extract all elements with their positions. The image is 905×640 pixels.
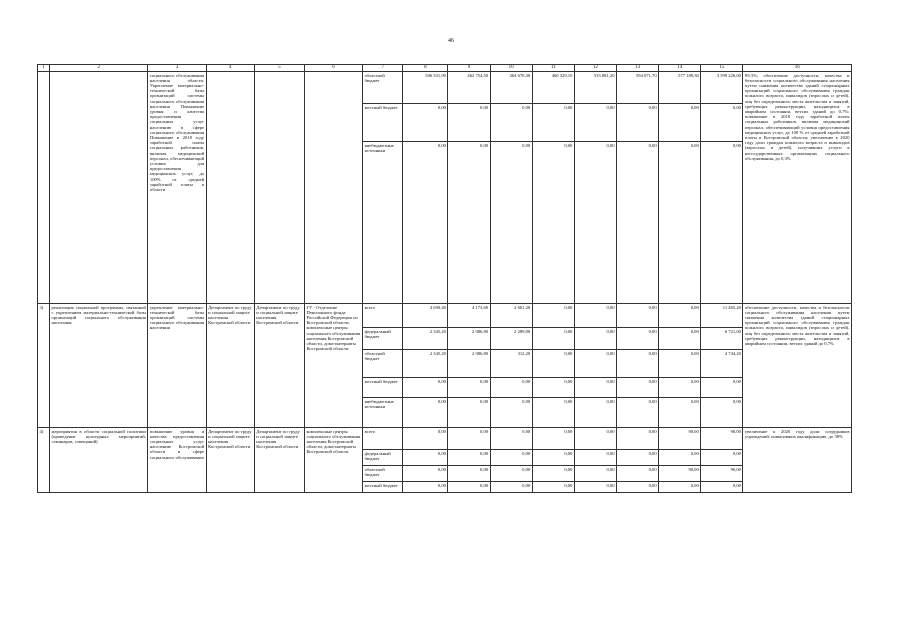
- amount-cell: 0,00: [701, 450, 743, 466]
- expected-result: повышение уровня и качества предоставления социальных услуг населению Костромской области в сфере социального обслуживания: [148, 428, 206, 493]
- amount-cell: 0,00: [659, 378, 701, 398]
- amount-cell: 0,00: [617, 304, 659, 328]
- amount-cell: 0,00: [490, 398, 532, 428]
- amount-cell: 2 345,20: [403, 350, 448, 378]
- header-cell: 11: [532, 65, 574, 72]
- indicator-result: обеспечение доступности, качества и безопасности социального обслуживания населения путем снижения количества зданий стационарных организаций социального обслуживания граждан пожилого возраста, инвалидов (взрослых и детей), лиц без определенного места жительства и занятий, требующих реконструкции, находящихся в аварийном состоянии, ветхих зданий до 0,7%: [743, 304, 852, 428]
- responsible-executor: [254, 72, 304, 304]
- table-row: [38, 72, 852, 104]
- responsible-executor: Департамент по труду и социальной защите населения Костромской области: [254, 428, 304, 493]
- header-cell: 7: [363, 65, 403, 72]
- participants: комплексные центры социального обслуживания населения Костромской области, дома-интернаты Костромской области: [304, 428, 362, 493]
- amount-cell: 4 744,20: [701, 350, 743, 378]
- amount-cell: 0,00: [403, 104, 448, 142]
- row-number: [38, 72, 50, 304]
- amount-cell: 460 329,10: [532, 72, 574, 104]
- amount-cell: 0,00: [701, 142, 743, 304]
- amount-cell: 0,00: [659, 104, 701, 142]
- amount-cell: 0,00: [574, 328, 616, 350]
- amount-cell: 0,00: [532, 304, 574, 328]
- amount-cell: 90,00: [659, 466, 701, 482]
- amount-cell: 0,00: [574, 378, 616, 398]
- row-number: 4): [38, 428, 50, 493]
- amount-cell: 0,00: [659, 304, 701, 328]
- amount-cell: 506 331,90: [403, 72, 448, 104]
- amount-cell: 0,00: [574, 104, 616, 142]
- amount-cell: 0,00: [574, 428, 616, 450]
- amount-cell: 0,00: [490, 142, 532, 304]
- amount-cell: 0,00: [532, 378, 574, 398]
- measure-name: [50, 72, 148, 304]
- funding-source: внебюджетные источники: [363, 142, 403, 304]
- amount-cell: 0,00: [574, 450, 616, 466]
- amount-cell: 0,00: [617, 104, 659, 142]
- amount-cell: 0,00: [574, 142, 616, 304]
- header-cell: 13: [617, 65, 659, 72]
- amount-cell: 0,00: [617, 378, 659, 398]
- amount-cell: 2 601,20: [490, 304, 532, 328]
- amount-cell: 0,00: [659, 482, 701, 493]
- header-cell: 6: [304, 65, 362, 72]
- amount-cell: 3 599 226,00: [701, 72, 743, 104]
- amount-cell: 0,00: [617, 328, 659, 350]
- amount-cell: 0,00: [532, 398, 574, 428]
- amount-cell: 462 754,50: [448, 72, 490, 104]
- amount-cell: 0,00: [617, 428, 659, 450]
- amount-cell: 464 670,30: [490, 72, 532, 104]
- amount-cell: 2 086,80: [448, 328, 490, 350]
- amount-cell: 0,00: [448, 142, 490, 304]
- amount-cell: 0,00: [574, 398, 616, 428]
- amount-cell: 11 465,20: [701, 304, 743, 328]
- amount-cell: 0,00: [659, 328, 701, 350]
- amount-cell: 0,00: [659, 350, 701, 378]
- amount-cell: 0,00: [403, 450, 448, 466]
- header-cell: 15: [701, 65, 743, 72]
- funding-source: местный бюджет: [363, 104, 403, 142]
- header-cell: 16: [743, 65, 852, 72]
- funding-source: всего: [363, 304, 403, 328]
- amount-cell: 0,00: [403, 142, 448, 304]
- amount-cell: 0,00: [659, 450, 701, 466]
- header-cell: 8: [403, 65, 448, 72]
- table-row: [38, 428, 852, 450]
- coordinator: Департамент по труду и социальной защите населения Костромской области: [206, 304, 254, 428]
- row-number: 3): [38, 304, 50, 428]
- amount-cell: 90,00: [701, 466, 743, 482]
- amount-cell: 577 188,30: [659, 72, 701, 104]
- header-cell: 1: [38, 65, 50, 72]
- amount-cell: 90,00: [701, 428, 743, 450]
- amount-cell: 0,00: [532, 328, 574, 350]
- amount-cell: 0,00: [490, 378, 532, 398]
- header-cell: 3: [148, 65, 206, 72]
- funding-source: областной бюджет: [363, 466, 403, 482]
- amount-cell: 2 086,80: [448, 350, 490, 378]
- amount-cell: 0,00: [403, 398, 448, 428]
- amount-cell: 0,00: [532, 142, 574, 304]
- header-cell: 12: [574, 65, 616, 72]
- funding-source: внебюджетные источники: [363, 398, 403, 428]
- funding-source: федеральный бюджет: [363, 450, 403, 466]
- amount-cell: 2 289,00: [490, 328, 532, 350]
- amount-cell: 0,00: [490, 428, 532, 450]
- amount-cell: 0,00: [403, 428, 448, 450]
- amount-cell: 594 071,70: [617, 72, 659, 104]
- funding-source: местный бюджет: [363, 378, 403, 398]
- measure-name: реализация социальной программы, связанной с укреплением материально-технической базы организаций социального обслуживания населения: [50, 304, 148, 428]
- amount-cell: 0,00: [701, 378, 743, 398]
- header-cell: 4: [206, 65, 254, 72]
- amount-cell: 312,20: [490, 350, 532, 378]
- amount-cell: 0,00: [617, 398, 659, 428]
- amount-cell: 0,00: [532, 482, 574, 493]
- amount-cell: 0,00: [490, 466, 532, 482]
- amount-cell: 0,00: [532, 428, 574, 450]
- amount-cell: 0,00: [490, 482, 532, 493]
- responsible-executor: Департамент по труду и социальной защите населения Костромской области: [254, 304, 304, 428]
- amount-cell: 0,00: [448, 428, 490, 450]
- participants: [304, 72, 362, 304]
- amount-cell: 0,00: [617, 466, 659, 482]
- amount-cell: 0,00: [403, 466, 448, 482]
- amount-cell: 0,00: [403, 378, 448, 398]
- funding-source: всего: [363, 428, 403, 450]
- amount-cell: 0,00: [659, 398, 701, 428]
- header-cell: 10: [490, 65, 532, 72]
- amount-cell: 0,00: [448, 378, 490, 398]
- amount-cell: 0,00: [448, 104, 490, 142]
- measure-name: мероприятия в области социальной политики (проведение культурных мероприятий, семинаров, совещаний): [50, 428, 148, 493]
- amount-cell: 0,00: [574, 350, 616, 378]
- amount-cell: 0,00: [403, 482, 448, 493]
- indicator-result: 99,3%; обеспечение доступности, качества и безопасности социального обслуживания населения путем снижения количества зданий стационарных организаций социального обслуживания граждан пожилого возраста, инвалидов (взрослых и детей), лиц без определенного места жительства и занятий, требующих реконструкции, находящихся в аварийном состоянии, ветхих зданий до 0,7%; повышение в 2018 году заработной платы социальных работников, включая медицинский персонал, обеспечивающий условия предоставления медицинских услуг, до 100 % от средней заработной платы в Костромской области; увеличение к 2020 году доли граждан пожилого возраста и инвалидов (взрослых и детей), получивших услуги в негосударственных организациях социального обслуживания, до 0,3%: [743, 72, 852, 304]
- amount-cell: 0,00: [532, 466, 574, 482]
- coordinator: [206, 72, 254, 304]
- header-cell: 14: [659, 65, 701, 72]
- amount-cell: 0,00: [617, 350, 659, 378]
- indicator-result: увеличение к 2020 году доли сотрудников учреждений, повысивших квалификацию, до 38%: [743, 428, 852, 493]
- amount-cell: 6 721,00: [701, 328, 743, 350]
- amount-cell: 0,00: [617, 450, 659, 466]
- page-number: 46: [448, 38, 454, 44]
- amount-cell: 0,00: [574, 466, 616, 482]
- amount-cell: 0,00: [701, 104, 743, 142]
- funding-source: областной бюджет: [363, 72, 403, 104]
- amount-cell: 0,00: [574, 304, 616, 328]
- participants: ГУ - Отделение Пенсионного фонда Российской Федерации по Костромской области; комплексные центры социального обслуживания населения Костромской области, дома-интернаты Костромской области: [304, 304, 362, 428]
- expected-result: социального обслуживания населения области. Укрепление материально-технической базы организаций системы социального обслуживания населения Повышение уровня и качества предоставления социальных услуг населению в сфере социального обслуживания Повышение в 2018 году заработной платы социальных работников, включая медицинский персонал, обеспечивающий условия для предоставления медицинских услуг, до 100% от средней заработной платы в области: [148, 72, 206, 304]
- amount-cell: 2 345,20: [403, 328, 448, 350]
- table-row: [38, 304, 852, 328]
- amount-cell: 0,00: [574, 482, 616, 493]
- header-cell: 5: [254, 65, 304, 72]
- funding-source: федеральный бюджет: [363, 328, 403, 350]
- amount-cell: 0,00: [448, 482, 490, 493]
- amount-cell: 0,00: [448, 466, 490, 482]
- header-cell: 2: [50, 65, 148, 72]
- header-cell: 9: [448, 65, 490, 72]
- program-table: [37, 64, 852, 493]
- amount-cell: 0,00: [701, 482, 743, 493]
- amount-cell: 533 881,20: [574, 72, 616, 104]
- amount-cell: 0,00: [617, 142, 659, 304]
- amount-cell: 0,00: [490, 450, 532, 466]
- amount-cell: 90,00: [659, 428, 701, 450]
- amount-cell: 0,00: [659, 142, 701, 304]
- amount-cell: 0,00: [617, 482, 659, 493]
- amount-cell: 0,00: [448, 450, 490, 466]
- amount-cell: 0,00: [532, 104, 574, 142]
- amount-cell: 0,00: [701, 398, 743, 428]
- amount-cell: 0,00: [490, 104, 532, 142]
- coordinator: Департамент по труду и социальной защите населения Костромской области: [206, 428, 254, 493]
- amount-cell: 0,00: [532, 350, 574, 378]
- amount-cell: 4 173,60: [448, 304, 490, 328]
- header-row: [38, 65, 852, 72]
- funding-source: местный бюджет: [363, 482, 403, 493]
- amount-cell: 0,00: [532, 450, 574, 466]
- amount-cell: 4 690,40: [403, 304, 448, 328]
- amount-cell: 0,00: [448, 398, 490, 428]
- expected-result: укрепление материально-технической базы организаций системы социального обслуживания населения: [148, 304, 206, 428]
- funding-source: областной бюджет: [363, 350, 403, 378]
